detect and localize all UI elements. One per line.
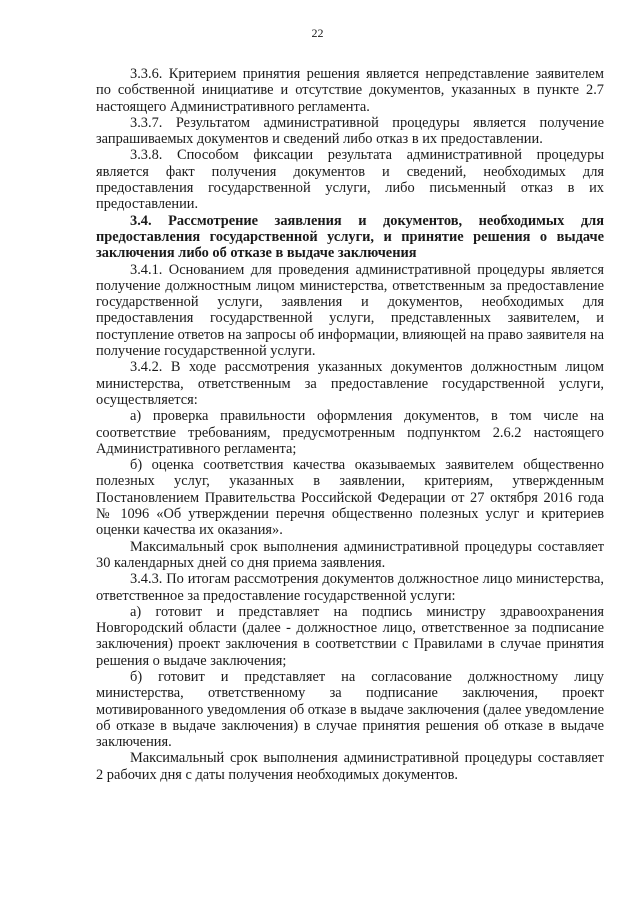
section-heading-3-4: 3.4. Рассмотрение заявления и документов, необходимых для предоставления государственной услуги, и принятие решения о выдаче заключения либо об отказе в выдаче заключения xyxy=(96,212,604,262)
paragraph-3-4-2: 3.4.2. В ходе рассмотрения указанных документов должностным лицом министерства, ответственным за предоставление государственной услуги, осуществляется: xyxy=(96,359,604,408)
paragraph-3-3-8: 3.3.8. Способом фиксации результата административной процедуры является факт получения документов и сведений, необходимых для предоставления государственной услуги, либо письменный отказ в их предоставлении. xyxy=(96,147,604,213)
list-item-b: б) оценка соответствия качества оказываемых заявителем общественно полезных услуг, указанных в заявлении, критериям, утвержденным Постановлением Правительства Российской Федерации от 27 октября 2016 года № 1096 «Об утверждении перечня общественно полезных услуг и критериев оценки качества их оказания». xyxy=(96,457,604,539)
list-item-a: а) проверка правильности оформления документов, в том числе на соответствие требованиям, предусмотренным подпунктом 2.6.2 настоящего Административного регламента; xyxy=(96,408,604,457)
paragraph-3-4-3: 3.4.3. По итогам рассмотрения документов должностное лицо министерства, ответственное за предоставление государственной услуги: xyxy=(96,571,604,604)
max-term-paragraph: Максимальный срок выполнения административной процедуры составляет 30 календарных дней со дня приема заявления. xyxy=(96,538,604,571)
list-item-b: б) готовит и представляет на согласование должностному лицу министерства, ответственному за подписание заключения, проект мотивированного уведомления об отказе в выдаче заключения (далее уведомление об отказе в выдаче заключения) в случае принятия решения об отказе в выдаче заключения. xyxy=(96,668,604,751)
max-term-paragraph: Максимальный срок выполнения административной процедуры составляет 2 рабочих дня с даты получения необходимых документов. xyxy=(96,750,604,783)
page-number: 22 xyxy=(311,26,324,40)
document-body xyxy=(96,66,604,783)
paragraph-3-3-6: 3.3.6. Критерием принятия решения является непредставление заявителем по собственной инициативе и отсутствие документов, указанных в пункте 2.7 настоящего Административного регламента. xyxy=(96,66,604,115)
list-item-a: а) готовит и представляет на подпись министру здравоохранения Новгородский области (далее - должностное лицо, ответственное за подписание заключения) проект заключения в соответствии с Правилами в случае принятия решения о выдаче заключения; xyxy=(96,603,604,669)
paragraph-3-4-1: 3.4.1. Основанием для проведения административной процедуры является получение должностным лицом министерства, ответственным за предоставление государственной услуги, заявления и документов, необходимых для предоставления государственной услуги, представленных заявителем, и поступление ответов на запросы об информации, влияющей на право заявителя на получение государственной услуги. xyxy=(96,261,604,360)
paragraph-3-3-7: 3.3.7. Результатом административной процедуры является получение запрашиваемых документов и сведений либо отказ в их предоставлении. xyxy=(96,114,604,148)
